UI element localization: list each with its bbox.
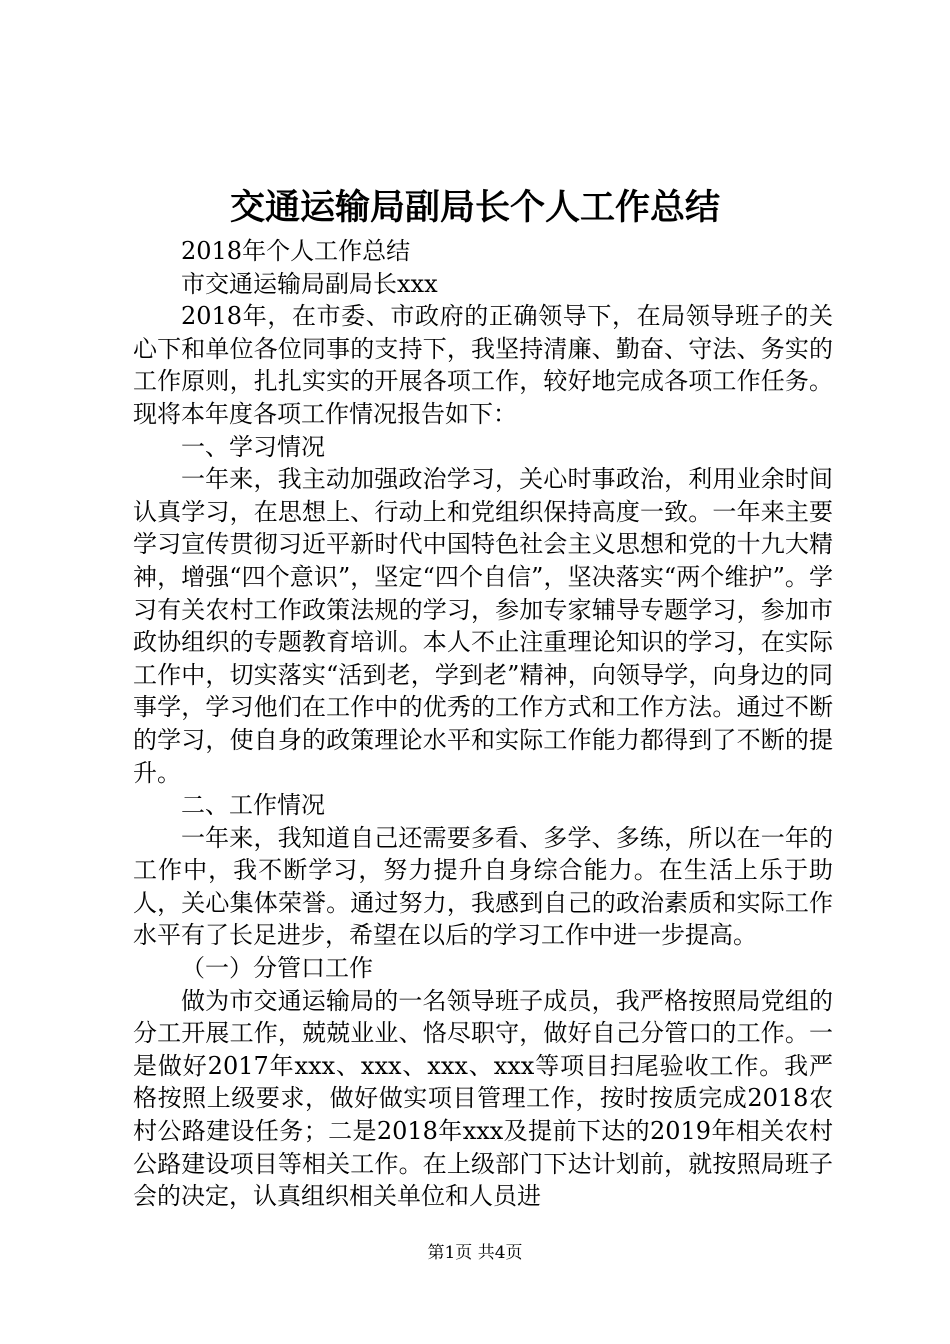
page-footer: 第1页 共4页 [427,1243,523,1263]
paragraph-work: 一年来，我知道自己还需要多看、多学、多练，所以在一年的工作中，我不断学习，努力提升自身综合能力。在生活上乐于助人，关心集体荣誉。通过努力，我感到自己的政治素质和实际工作水平有了长足进步，希望在以后的学习工作中进一步提高。 [133,823,833,950]
section-heading-work: 二、工作情况 [181,791,325,820]
subsection-heading-managed-work: （一）分管口工作 [181,954,373,983]
section-heading-study: 一、学习情况 [181,432,325,461]
paragraph-subtitle: 2018年个人工作总结 [181,237,411,265]
document-title: 交通运输局副局长个人工作总结 [229,187,720,228]
paragraph-author: 市交通运输局副局长xxx [181,269,438,298]
document-body [133,235,833,1213]
paragraph-study: 一年来，我主动加强政治学习，关心时事政治，利用业余时间认真学习，在思想上、行动上和党组织保持高度一致。一年来主要学习宣传贯彻习近平新时代中国特色社会主义思想和党的十九大精神，增强“四个意识”，坚定“四个自信”，坚决落实“两个维护”。学习有关农村工作政策法规的学习，参加专家辅导专题学习，参加市政协组织的专题教育培训。本人不止注重理论知识的学习，在实际工作中，切实落实“活到老，学到老”精神，向领导学，向身边的同事学，学习他们在工作中的优秀的工作方式和工作方法。通过不断的学习，使自身的政策理论水平和实际工作能力都得到了不断的提升。 [133,465,833,787]
paragraph-intro: 2018年，在市委、市政府的正确领导下，在局领导班子的关心下和单位各位同事的支持下，我坚持清廉、勤奋、守法、务实的工作原则，扎扎实实的开展各项工作，较好地完成各项工作任务。现将本年度各项工作情况报告如下： [133,302,833,428]
paragraph-managed-work: 做为市交通运输局的一名领导班子成员，我严格按照局党组的分工开展工作，兢兢业业、恪尽职守，做好自己分管口的工作。一是做好2017年xxx、xxx、xxx、xxx等项目扫尾验收工作。我严格按照上级要求，做好做实项目管理工作，按时按质完成2018农村公路建设任务；二是2018年xxx及提前下达的2019年相关农村公路建设项目等相关工作。在上级部门下达计划前，就按照局班子会的决定，认真组织相关单位和人员进 [133,986,833,1211]
